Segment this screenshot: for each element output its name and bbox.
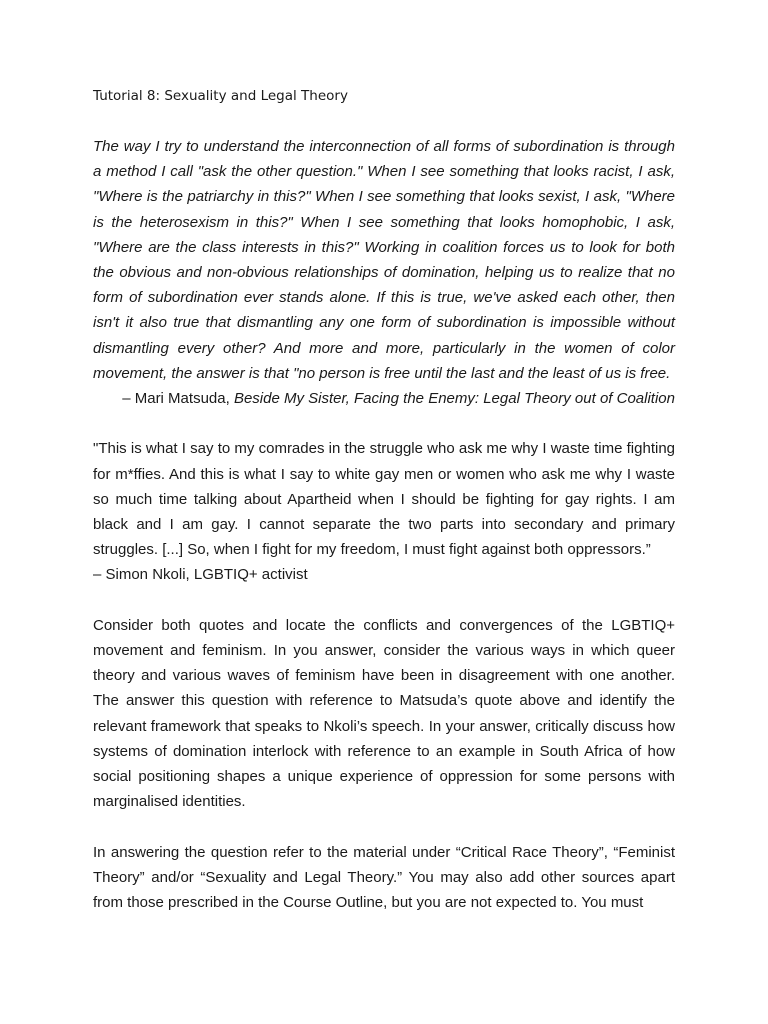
nkoli-attribution: – Simon Nkoli, LGBTIQ+ activist: [93, 566, 308, 584]
document-body: [93, 84, 675, 915]
nkoli-quote: [93, 436, 675, 587]
instructions-paragraph: In answering the question refer to the material under “Critical Race Theory”, “Feminist Theory” and/or “Sexuality and Legal Theory.” You may also add other sources apart from those prescribed in the Course Outline, but you are not expected to. You must: [93, 843, 675, 912]
matsuda-attribution-author: – Mari Matsuda,: [122, 390, 234, 408]
matsuda-quote: The way I try to understand the interconnection of all forms of subordination is through a method I call "ask the other question." When I see something that looks racist, I ask, "Where is the patriarchy in this?" When I see something that looks sexist, I ask, "Where is the heterosexism in this?" When I see something that looks homophobic, I ask, "Where are the class interests in this?" Working in coalition forces us to look for both the obvious and non-obvious relationships of domination, helping us to realize that no form of subordination ever stands alone. If this is true, we've asked each other, then isn't it also true that dismantling any one form of subordination is impossible without dismantling every other? And more and more, particularly in the women of color movement, the answer is that "no person is free until the last and the least of us is free.: [93, 138, 675, 382]
document-title: Tutorial 8: Sexuality and Legal Theory: [93, 88, 348, 104]
question-paragraph: Consider both quotes and locate the conflicts and convergences of the LGBTIQ+ movement and feminism. In you answer, consider the various ways in which queer theory and various waves of feminism have been in disagreement with one another. The answer this question with reference to Matsuda’s quote above and identify the relevant framework that speaks to Nkoli’s speech. In your answer, critically discuss how systems of domination interlock with reference to an example in South Africa of how social positioning shapes a unique experience of oppression for some persons with marginalised identities.: [93, 616, 675, 811]
matsuda-attribution: [93, 386, 675, 411]
nkoli-quote-text: "This is what I say to my comrades in the struggle who ask me why I waste time fighting for m*ffies. And this is what I say to white gay men or women who ask me why I waste so much time talking about Apartheid when I should be fighting for gay rights. I am black and I am gay. I cannot separate the two parts into secondary and primary struggles. [...] So, when I fight for my freedom, I must fight against both oppressors.”: [93, 440, 675, 559]
matsuda-attribution-work: Beside My Sister, Facing the Enemy: Legal Theory out of Coalition: [233, 390, 675, 408]
